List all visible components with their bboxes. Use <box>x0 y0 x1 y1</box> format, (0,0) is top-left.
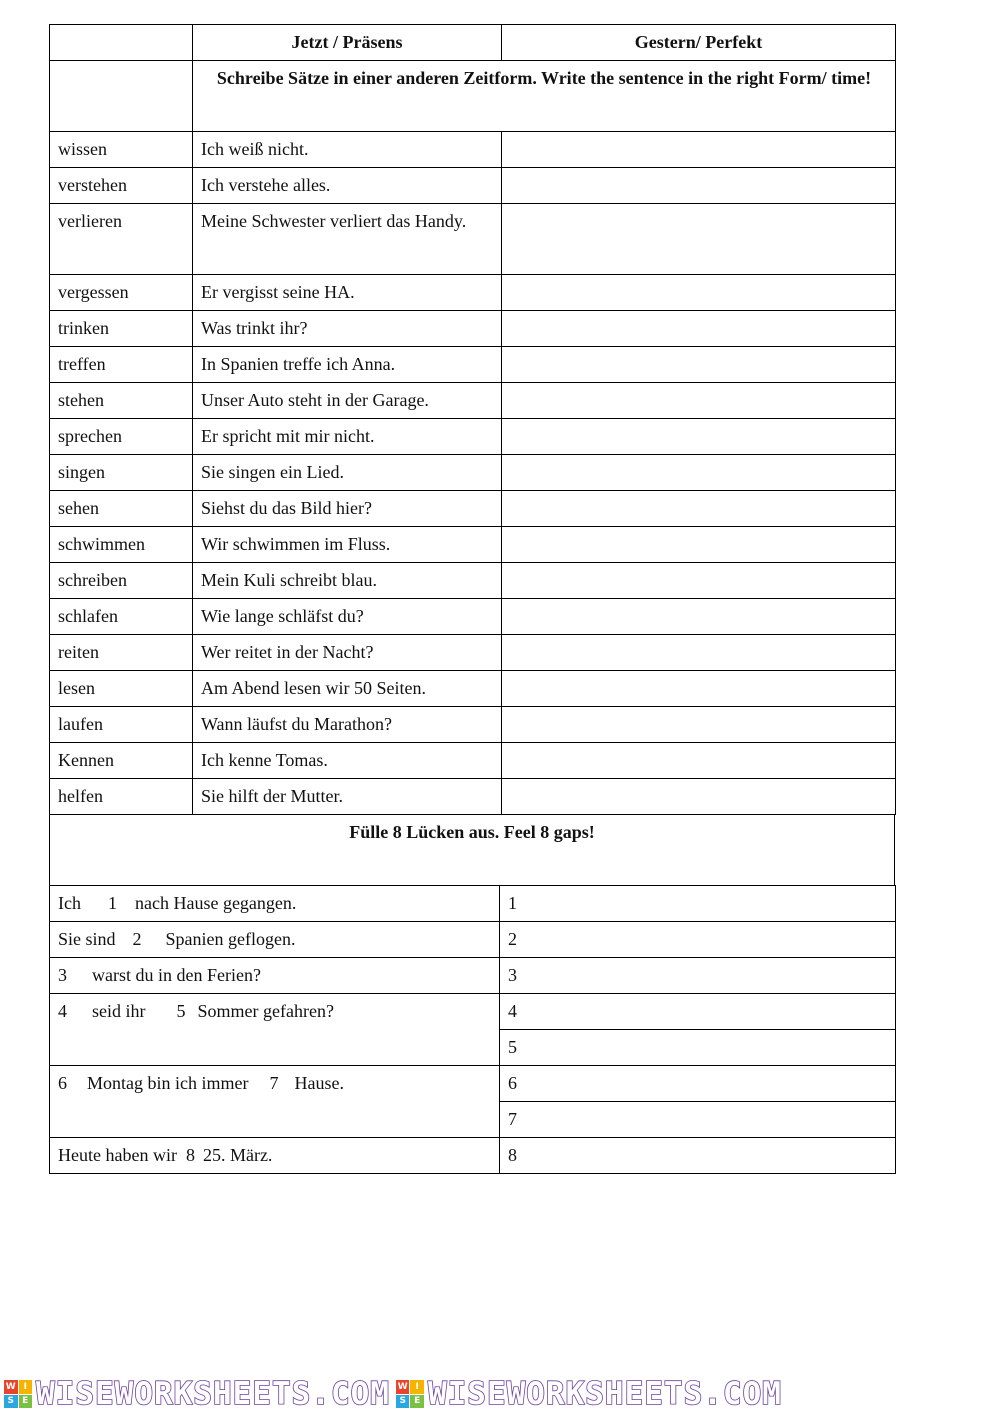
verb-row <box>50 779 896 815</box>
verb-row <box>50 743 896 779</box>
verb-row <box>50 635 896 671</box>
verb-row <box>50 671 896 707</box>
logo-letter: I <box>19 1380 33 1394</box>
answer-field-1[interactable]: 1 <box>500 886 896 922</box>
gap-row <box>50 922 896 958</box>
answer-field-4[interactable]: 4 <box>500 994 896 1030</box>
perfect-answer-field[interactable] <box>502 419 896 455</box>
perfect-answer-field[interactable] <box>502 132 896 168</box>
gap-row <box>50 1066 896 1102</box>
present-sentence: Wer reitet in der Nacht? <box>193 635 502 671</box>
gap-sentence-4 <box>50 994 500 1066</box>
verb-cell: sehen <box>50 491 193 527</box>
gap-text: warst du in den Ferien? <box>92 965 261 985</box>
perfect-answer-field[interactable] <box>502 168 896 204</box>
gap-sentence-1 <box>50 886 500 922</box>
gap-row <box>50 886 896 922</box>
perfect-answer-field[interactable] <box>502 455 896 491</box>
perfect-answer-field[interactable] <box>502 383 896 419</box>
verb-row <box>50 599 896 635</box>
gap-number: 6 <box>58 1073 67 1093</box>
logo-letter: E <box>410 1395 424 1409</box>
present-sentence: Am Abend lesen wir 50 Seiten. <box>193 671 502 707</box>
present-sentence: Ich weiß nicht. <box>193 132 502 168</box>
verb-row <box>50 383 896 419</box>
present-sentence: Wir schwimmen im Fluss. <box>193 527 502 563</box>
logo-letter: W <box>5 1381 16 1392</box>
verb-row <box>50 168 896 204</box>
logo-letter: S <box>4 1395 18 1409</box>
worksheet <box>49 24 895 1174</box>
gap-text: seid ihr <box>92 1001 146 1021</box>
present-sentence: Er spricht mit mir nicht. <box>193 419 502 455</box>
logo-letter: E <box>19 1395 33 1409</box>
answer-field-8[interactable]: 8 <box>500 1138 896 1174</box>
brand-logo-1 <box>4 1376 390 1412</box>
fill-gaps-title: Fülle 8 Lücken aus. Feel 8 gaps! <box>50 815 895 886</box>
verb-cell: helfen <box>50 779 193 815</box>
perfect-answer-field[interactable] <box>502 563 896 599</box>
gap-text: Sie sind <box>58 929 116 949</box>
gap-number: 2 <box>132 929 142 949</box>
gap-number: 7 <box>269 1073 279 1093</box>
verb-cell: treffen <box>50 347 193 383</box>
gap-text: Ich <box>58 893 81 913</box>
present-sentence: Wann läufst du Marathon? <box>193 707 502 743</box>
present-sentence: Er vergisst seine HA. <box>193 275 502 311</box>
present-sentence: In Spanien treffe ich Anna. <box>193 347 502 383</box>
perfect-answer-field[interactable] <box>502 599 896 635</box>
gap-text: Spanien geflogen. <box>165 929 296 949</box>
verb-cell: schreiben <box>50 563 193 599</box>
gap-row <box>50 1138 896 1174</box>
gap-sentence-2 <box>50 922 500 958</box>
verb-cell: verstehen <box>50 168 193 204</box>
verb-row <box>50 419 896 455</box>
present-sentence: Sie hilft der Mutter. <box>193 779 502 815</box>
gap-text: nach Hause gegangen. <box>134 893 297 913</box>
gap-row <box>50 994 896 1030</box>
gap-table <box>49 885 896 1174</box>
header-row <box>50 25 896 61</box>
perfect-answer-field[interactable] <box>502 707 896 743</box>
verb-cell: lesen <box>50 671 193 707</box>
brand-text: WISEWORKSHEETS.COM <box>36 1376 390 1412</box>
verb-cell: wissen <box>50 132 193 168</box>
perfect-answer-field[interactable] <box>502 743 896 779</box>
perfect-answer-field[interactable] <box>502 635 896 671</box>
gap-number: 3 <box>58 965 67 985</box>
present-sentence: Sie singen ein Lied. <box>193 455 502 491</box>
instruction-text: Schreibe Sätze in einer anderen Zeitform. Write the sentence in the right Form/ time! <box>193 61 896 132</box>
gap-text: Heute haben wir <box>58 1145 177 1165</box>
gap-number: 4 <box>58 1001 67 1021</box>
logo-letter: W <box>397 1381 408 1392</box>
verb-cell: vergessen <box>50 275 193 311</box>
perfect-answer-field[interactable] <box>502 779 896 815</box>
verb-row <box>50 491 896 527</box>
present-sentence: Unser Auto steht in der Garage. <box>193 383 502 419</box>
verb-table <box>49 24 896 815</box>
present-sentence: Meine Schwester verliert das Handy. <box>193 204 502 275</box>
verb-cell: reiten <box>50 635 193 671</box>
answer-field-3[interactable]: 3 <box>500 958 896 994</box>
verb-row <box>50 563 896 599</box>
verb-cell: laufen <box>50 707 193 743</box>
gap-sentence-3 <box>50 958 500 994</box>
present-sentence: Ich kenne Tomas. <box>193 743 502 779</box>
perfect-answer-field[interactable] <box>502 527 896 563</box>
brand-text: WISEWORKSHEETS.COM <box>427 1376 782 1412</box>
header-col-verb <box>50 25 193 61</box>
logo-icon <box>4 1380 32 1408</box>
verb-row <box>50 455 896 491</box>
gap-sentence-5 <box>50 1066 500 1138</box>
verb-row <box>50 527 896 563</box>
gap-text: Sommer gefahren? <box>197 1001 334 1021</box>
gap-text: Montag bin ich immer <box>87 1073 249 1093</box>
instruction-spacer <box>50 61 193 132</box>
perfect-answer-field[interactable] <box>502 311 896 347</box>
gap-text: Hause. <box>294 1073 344 1093</box>
answer-field-6[interactable]: 6 <box>500 1066 896 1102</box>
gap-row <box>50 958 896 994</box>
gap-number: 5 <box>176 1001 186 1021</box>
verb-row <box>50 311 896 347</box>
present-sentence: Wie lange schläfst du? <box>193 599 502 635</box>
answer-field-5[interactable]: 5 <box>500 1030 896 1066</box>
header-col-present: Jetzt / Präsens <box>193 25 502 61</box>
verb-cell: stehen <box>50 383 193 419</box>
verb-cell: Kennen <box>50 743 193 779</box>
present-sentence: Ich verstehe alles. <box>193 168 502 204</box>
perfect-answer-field[interactable] <box>502 347 896 383</box>
verb-cell: trinken <box>50 311 193 347</box>
verb-row <box>50 275 896 311</box>
present-sentence: Siehst du das Bild hier? <box>193 491 502 527</box>
logo-letter: S <box>396 1395 410 1409</box>
instruction-row <box>50 61 896 132</box>
footer-watermark <box>0 1375 1000 1413</box>
present-sentence: Was trinkt ihr? <box>193 311 502 347</box>
gap-sentence-6 <box>50 1138 500 1174</box>
perfect-answer-field[interactable] <box>502 671 896 707</box>
answer-field-2[interactable]: 2 <box>500 922 896 958</box>
verb-cell: schwimmen <box>50 527 193 563</box>
perfect-answer-field[interactable] <box>502 491 896 527</box>
gap-number: 1 <box>107 893 117 913</box>
verb-row <box>50 204 896 275</box>
logo-icon <box>396 1380 424 1408</box>
gap-number: 8 <box>185 1145 195 1165</box>
verb-cell: sprechen <box>50 419 193 455</box>
verb-cell: singen <box>50 455 193 491</box>
logo-letter: I <box>410 1380 424 1394</box>
perfect-answer-field[interactable] <box>502 204 896 275</box>
verb-row <box>50 347 896 383</box>
verb-row <box>50 707 896 743</box>
verb-cell: schlafen <box>50 599 193 635</box>
verb-cell: verlieren <box>50 204 193 275</box>
answer-field-7[interactable]: 7 <box>500 1102 896 1138</box>
brand-logo-2 <box>396 1376 782 1412</box>
present-sentence: Mein Kuli schreibt blau. <box>193 563 502 599</box>
perfect-answer-field[interactable] <box>502 275 896 311</box>
fill-title-table <box>49 814 895 886</box>
header-col-perfect: Gestern/ Perfekt <box>502 25 896 61</box>
gap-text: 25. März. <box>202 1145 273 1165</box>
verb-row <box>50 132 896 168</box>
